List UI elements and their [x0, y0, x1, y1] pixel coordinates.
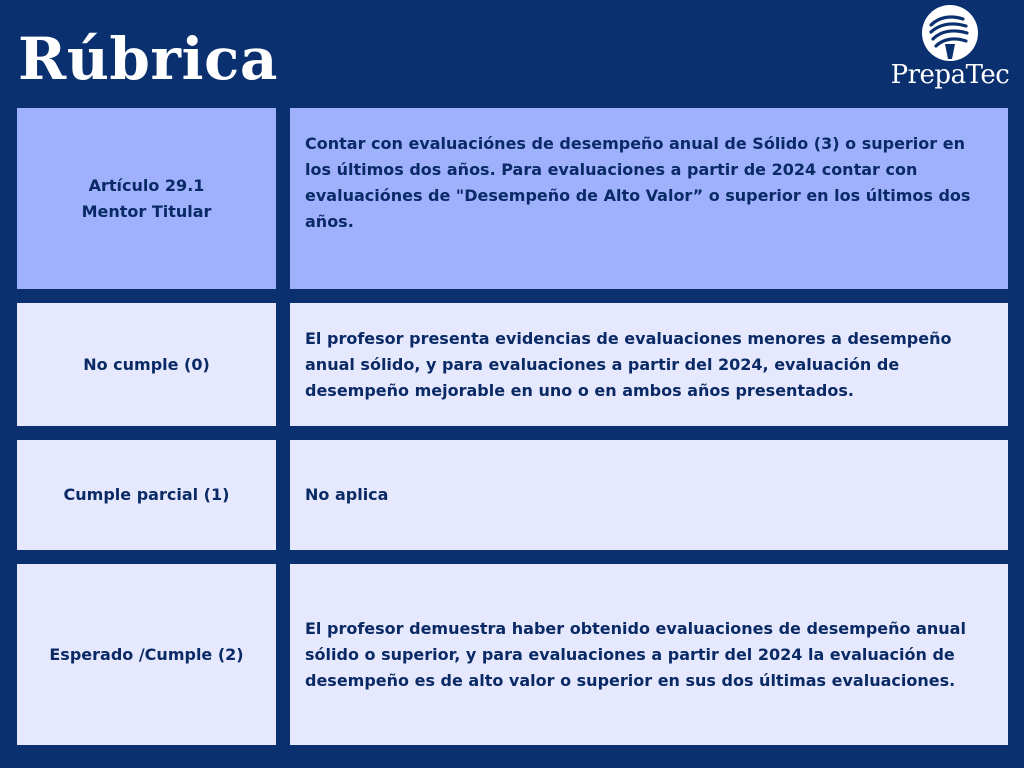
- torch-emblem-icon: [921, 4, 979, 62]
- prepatec-logo: [886, 4, 1014, 96]
- level-description: El profesor presenta evidencias de evaluaciones menores a desempeño anual sólido, y para evaluaciones a partir del 2024, evaluación de desempeño mejorable en uno o en ambos años presentados.: [305, 328, 952, 400]
- level-description: No aplica: [305, 485, 389, 504]
- article-role: Mentor Titular: [81, 201, 212, 221]
- rubric-level-cumple-parcial: [17, 440, 276, 550]
- rubric-description-cumple-parcial: [290, 440, 1008, 550]
- article-number: Artículo 29.1: [88, 175, 205, 195]
- level-label: Esperado /Cumple (2): [49, 644, 244, 664]
- criterion-text: Contar con evaluaciónes de desempeño anual de Sólido (3) o superior en los últimos dos años. Para evaluaciones a partir de 2024 contar con evaluaciónes de "Desempeño de Alto Valor” o superior en los últimos dos años.: [305, 134, 971, 231]
- page-title: Rúbrica: [18, 25, 278, 93]
- rubric-header-label: [17, 108, 276, 289]
- rubric-header-description: [290, 108, 1008, 289]
- rubric-level-esperado-cumple: [17, 564, 276, 745]
- rubric-description-no-cumple: [290, 303, 1008, 426]
- level-description: El profesor demuestra haber obtenido evaluaciones de desempeño anual sólido o superior, y para evaluaciones a partir del 2024 la evaluación de desempeño es de alto valor o superior en sus dos últimas evaluaciones.: [305, 618, 966, 690]
- rubric-description-esperado-cumple: [290, 564, 1008, 745]
- level-label: No cumple (0): [83, 354, 210, 374]
- level-label: Cumple parcial (1): [63, 485, 230, 504]
- rubric-level-no-cumple: [17, 303, 276, 426]
- logo-wordmark: PrepaTec: [890, 60, 1010, 90]
